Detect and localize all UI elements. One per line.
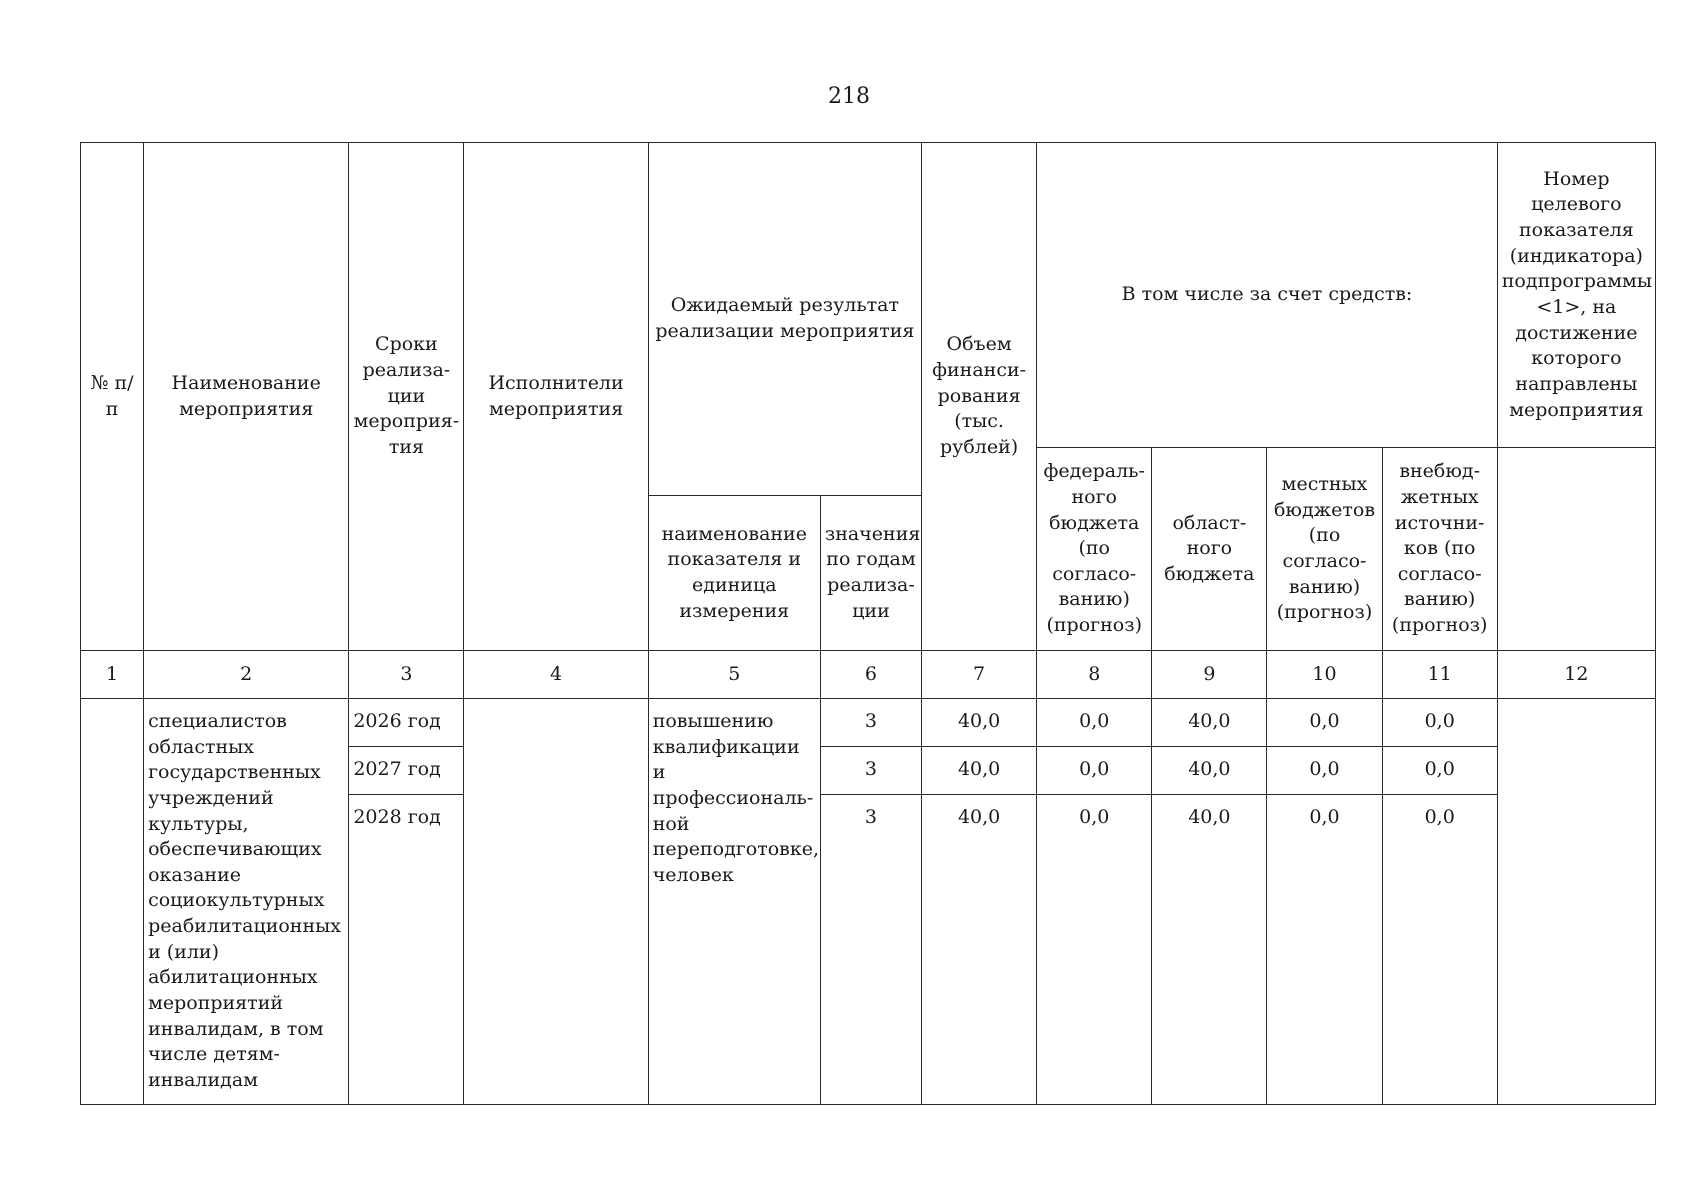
header-including: В том числе за счет средств: [1037, 143, 1498, 448]
column-number: 12 [1497, 651, 1655, 699]
volume-cell: 40,0 [922, 747, 1037, 795]
table-row [81, 699, 1656, 747]
extra-cell: 0,0 [1382, 795, 1497, 1105]
header-row-1 [81, 143, 1656, 448]
column-number: 9 [1152, 651, 1267, 699]
header-indicator-values: значения по годам реализа- ции [820, 496, 921, 651]
target-cell [1497, 699, 1655, 1105]
local-cell: 0,0 [1267, 699, 1382, 747]
header-local: местных бюджетов (по согласо- ванию) (прогноз) [1267, 448, 1382, 651]
column-number: 4 [464, 651, 648, 699]
activities-table [80, 142, 1656, 1105]
header-num: № п/п [81, 143, 144, 651]
page-number: 218 [828, 84, 870, 109]
volume-cell: 40,0 [922, 795, 1037, 1105]
column-number: 2 [144, 651, 349, 699]
indicator-value: 3 [820, 795, 921, 1105]
header-target-indicator: Номер целевого показателя (индикатора) подпрограммы <1>, на достижение которого направлены мероприятия [1497, 143, 1655, 448]
indicator-name: повышению квалификации и профессиональ- ной переподготовке, человек [648, 699, 820, 1105]
indicator-value: 3 [820, 747, 921, 795]
volume-cell: 40,0 [922, 699, 1037, 747]
header-federal: федераль- ного бюджета (по согласо- ванию) (прогноз) [1037, 448, 1152, 651]
column-number: 1 [81, 651, 144, 699]
extra-cell: 0,0 [1382, 747, 1497, 795]
header-name: Наименование мероприятия [144, 143, 349, 651]
regional-cell: 40,0 [1152, 795, 1267, 1105]
column-numbers-row [81, 651, 1656, 699]
federal-cell: 0,0 [1037, 699, 1152, 747]
year-cell: 2028 год [349, 795, 464, 1105]
column-number: 7 [922, 651, 1037, 699]
executors-cell [464, 699, 648, 1105]
header-terms: Сроки реализа- ции мероприя- тия [349, 143, 464, 651]
column-number: 10 [1267, 651, 1382, 699]
activity-name: специалистов областных государственных учреждений культуры, обеспечивающих оказание социокультурных реабилитационных и (или) абилитационных мероприятий инвалидам, в том числе детям- инвалидам [144, 699, 349, 1105]
federal-cell: 0,0 [1037, 795, 1152, 1105]
indicator-value: 3 [820, 699, 921, 747]
column-number: 8 [1037, 651, 1152, 699]
row-number-cell [81, 699, 144, 1105]
column-number: 5 [648, 651, 820, 699]
regional-cell: 40,0 [1152, 747, 1267, 795]
header-expected-result: Ожидаемый результат реализации мероприятия [648, 143, 921, 496]
header-target-empty [1497, 448, 1655, 651]
extra-cell: 0,0 [1382, 699, 1497, 747]
year-cell: 2026 год [349, 699, 464, 747]
header-executors: Исполнители мероприятия [464, 143, 648, 651]
header-extra: внебюд- жетных источни- ков (по согласо- ванию) (прогноз) [1382, 448, 1497, 651]
header-indicator-name: наименование показателя и единица измерения [648, 496, 820, 651]
column-number: 3 [349, 651, 464, 699]
header-volume: Объем финанси- рования (тыс. рублей) [922, 143, 1037, 651]
column-number: 11 [1382, 651, 1497, 699]
regional-cell: 40,0 [1152, 699, 1267, 747]
federal-cell: 0,0 [1037, 747, 1152, 795]
header-regional: област- ного бюджета [1152, 448, 1267, 651]
column-number: 6 [820, 651, 921, 699]
local-cell: 0,0 [1267, 747, 1382, 795]
local-cell: 0,0 [1267, 795, 1382, 1105]
year-cell: 2027 год [349, 747, 464, 795]
